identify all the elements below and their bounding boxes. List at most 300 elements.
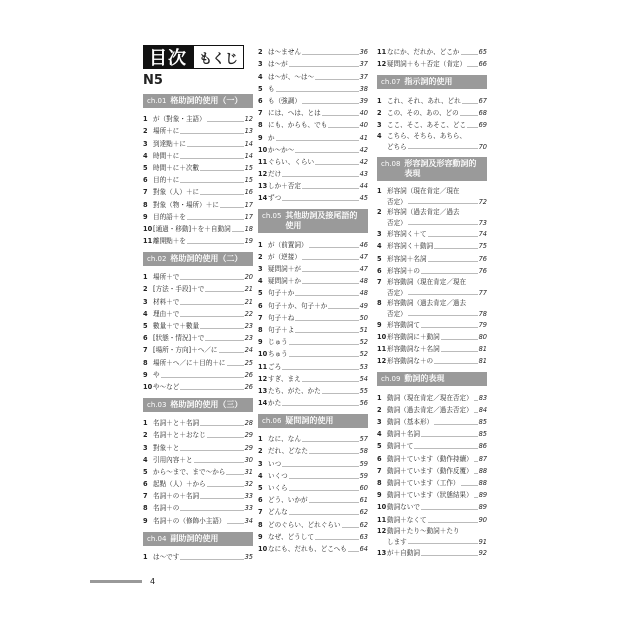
toc-entry[interactable] — [258, 396, 368, 408]
entry-page: 25 — [244, 358, 253, 367]
entry-text: 動詞＋たり～動詞＋たり — [387, 526, 460, 535]
leader-dots — [276, 140, 359, 141]
chapter-header — [377, 372, 487, 386]
entry-text: じゅう — [268, 338, 288, 347]
toc-entry[interactable] — [143, 234, 253, 246]
entry-number: 9 — [143, 516, 148, 525]
toc-entry[interactable] — [258, 432, 368, 444]
entry-number: 1 — [377, 96, 382, 105]
toc-entry[interactable] — [143, 307, 253, 319]
entry-number: 14 — [258, 399, 268, 408]
entry-number: 3 — [143, 443, 148, 452]
entry-text: は～が、～は～ — [268, 72, 315, 81]
leader-dots — [219, 352, 244, 353]
toc-entry[interactable] — [143, 282, 253, 294]
leader-dots — [322, 393, 359, 394]
chapter-header — [143, 532, 253, 546]
toc-entry[interactable] — [143, 453, 253, 465]
toc-entry[interactable] — [377, 390, 487, 402]
toc-entry[interactable] — [143, 185, 253, 197]
toc-entry[interactable] — [143, 331, 253, 343]
toc-entry[interactable] — [143, 477, 253, 489]
toc-entry[interactable] — [258, 250, 368, 262]
leader-dots — [200, 328, 243, 329]
leader-dots — [282, 466, 358, 467]
toc-entry[interactable] — [143, 513, 253, 525]
toc-entry[interactable] — [377, 206, 487, 227]
entry-text-cont: どちら — [387, 142, 407, 151]
entry-number: 13 — [258, 182, 268, 191]
leader-dots — [474, 473, 478, 474]
entry-text: ごろ — [268, 362, 282, 371]
entry-page: 24 — [244, 346, 253, 355]
toc-entry[interactable] — [258, 130, 368, 142]
entry-page: 76 — [478, 266, 487, 275]
toc-entry[interactable] — [377, 106, 487, 118]
entry-number: 12 — [258, 170, 268, 179]
entry-text: 理由＋で — [153, 309, 180, 318]
entry-number: 11 — [377, 48, 387, 57]
entry-number: 10 — [143, 382, 153, 391]
toc-entry[interactable] — [258, 384, 368, 396]
entry-text: 對象＋と — [153, 443, 180, 452]
page-number: 4 — [150, 577, 156, 586]
entry-number: 6 — [258, 496, 263, 505]
toc-entry[interactable] — [258, 347, 368, 359]
toc-entry[interactable] — [377, 354, 487, 366]
entry-number: 12 — [377, 60, 387, 69]
entry-text: 動詞ないで — [387, 503, 420, 512]
toc-entry[interactable] — [258, 143, 368, 155]
entry-page: 60 — [359, 484, 368, 492]
entry-text: 場所＋で — [153, 273, 180, 282]
toc-entry[interactable] — [377, 264, 487, 276]
entry-number: 13 — [258, 386, 268, 395]
entry-number: 8 — [143, 200, 148, 209]
entry-page: 44 — [359, 182, 368, 191]
leader-dots — [180, 279, 243, 280]
entry-page: 26 — [244, 370, 253, 379]
chapter-title: 格助詞的使用（一） — [170, 96, 243, 105]
entry-page: 87 — [478, 454, 488, 463]
entry-page: 75 — [478, 242, 487, 251]
entry-number: 12 — [377, 526, 387, 535]
toc-entry[interactable] — [143, 380, 253, 392]
leader-dots — [232, 231, 244, 232]
toc-entry[interactable] — [258, 323, 368, 335]
toc-entry[interactable] — [143, 368, 253, 380]
entry-text: 句子＋ね — [268, 313, 295, 322]
leader-dots — [302, 54, 359, 55]
leader-dots — [302, 441, 359, 442]
toc-entry[interactable] — [258, 155, 368, 167]
toc-entry[interactable] — [143, 343, 253, 355]
entry-number: 4 — [143, 455, 148, 464]
entry-number: 8 — [258, 520, 263, 529]
toc-entry[interactable] — [143, 270, 253, 282]
toc-entry[interactable] — [143, 136, 253, 148]
entry-number: 4 — [143, 151, 148, 160]
entry-number: 1 — [143, 273, 148, 282]
leader-dots — [421, 555, 478, 556]
entry-text: から～まで、まで～から — [153, 467, 226, 476]
toc-entry[interactable] — [377, 330, 487, 342]
entry-text: 句子＋か、句子＋か — [268, 301, 328, 310]
toc-entry[interactable] — [258, 372, 368, 384]
toc-entry[interactable] — [377, 439, 487, 451]
entry-page: 17 — [244, 212, 253, 221]
entry-text: が（逆接） — [268, 252, 301, 261]
toc-entry[interactable] — [258, 481, 368, 493]
toc-entry[interactable] — [377, 476, 487, 488]
entry-number: 8 — [143, 504, 148, 513]
toc-entry[interactable] — [258, 493, 368, 505]
leader-dots — [180, 182, 243, 183]
leader-dots — [302, 381, 359, 382]
toc-entry[interactable] — [258, 106, 368, 118]
toc-entry[interactable] — [258, 69, 368, 81]
leader-dots — [180, 389, 243, 390]
leader-dots — [434, 363, 477, 364]
entry-number: 1 — [377, 186, 382, 195]
leader-dots — [302, 283, 359, 284]
toc-column-2 — [258, 45, 368, 554]
leader-dots — [474, 497, 478, 498]
toc-entry[interactable] — [258, 359, 368, 371]
leader-dots — [408, 148, 478, 149]
entry-text: [場所・方向]＋へ／に — [153, 346, 218, 355]
toc-entry[interactable] — [258, 237, 368, 249]
entry-text: 動詞（現在肯定／現在否定） — [387, 393, 473, 402]
entry-number: 8 — [377, 478, 382, 487]
leader-dots — [461, 485, 478, 486]
toc-entry[interactable] — [377, 185, 487, 206]
entry-number: 13 — [377, 548, 387, 557]
toc-entry[interactable] — [143, 112, 253, 124]
toc-entry[interactable] — [143, 355, 253, 367]
toc-entry[interactable] — [377, 227, 487, 239]
leader-dots — [295, 320, 358, 321]
toc-entry[interactable] — [258, 542, 368, 554]
entry-page: 68 — [478, 108, 487, 117]
entry-number: 4 — [143, 309, 148, 318]
entry-page: 33 — [244, 504, 253, 513]
entry-text: 疑問詞＋が — [268, 265, 301, 273]
toc-entry[interactable] — [143, 210, 253, 222]
entry-text: この、その、あの、どの — [387, 108, 459, 117]
entry-number: 6 — [377, 266, 382, 275]
entry-text: は～が — [268, 60, 288, 69]
entry-text: 離開點＋を — [153, 237, 186, 246]
entry-number: 6 — [377, 454, 382, 463]
toc-entry[interactable] — [377, 318, 487, 330]
entry-number: 7 — [377, 277, 382, 286]
toc-entry[interactable] — [258, 118, 368, 130]
entry-page: 32 — [244, 480, 253, 489]
leader-dots — [467, 66, 477, 67]
entry-text: 形容動詞に＋動詞 — [387, 333, 440, 342]
toc-entry[interactable] — [143, 416, 253, 428]
toc-entry[interactable] — [377, 297, 487, 318]
toc-entry[interactable] — [258, 517, 368, 529]
entry-text: 動詞（過去肯定／過去否定） — [387, 405, 473, 414]
entry-number: 9 — [377, 320, 382, 329]
entry-text: か — [268, 133, 275, 142]
entry-text: 疑問詞＋か — [268, 277, 301, 286]
entry-text: 形容詞く＋て — [387, 230, 427, 239]
toc-entry[interactable] — [377, 512, 487, 524]
toc-entry[interactable] — [143, 149, 253, 161]
entry-number: 5 — [143, 467, 148, 476]
entry-page: 46 — [359, 240, 368, 249]
toc-entry[interactable] — [143, 222, 253, 234]
entry-page: 73 — [478, 218, 487, 227]
toc-entry[interactable] — [258, 469, 368, 481]
toc-entry[interactable] — [377, 93, 487, 105]
entry-number: 3 — [258, 265, 263, 273]
leader-dots — [282, 176, 358, 177]
leader-dots — [462, 103, 478, 104]
chapter-header — [258, 209, 368, 233]
entry-page: 72 — [478, 197, 487, 206]
entry-page: 26 — [244, 382, 253, 391]
toc-entry[interactable] — [258, 167, 368, 179]
entry-number: 9 — [258, 133, 263, 142]
leader-dots — [328, 127, 358, 128]
toc-entry[interactable] — [143, 428, 253, 440]
toc-entry[interactable] — [377, 239, 487, 251]
entry-number: 2 — [377, 108, 382, 117]
entry-text: 形容動詞（現在肯定／現在 — [387, 277, 467, 286]
toc-entry[interactable] — [377, 342, 487, 354]
entry-page: 58 — [359, 447, 368, 456]
toc-entry[interactable] — [143, 124, 253, 136]
toc-entry[interactable] — [258, 530, 368, 542]
entry-text: 目的＋に — [153, 176, 180, 185]
entry-text: 起點（人）＋から — [153, 480, 206, 489]
entry-number: 8 — [258, 121, 263, 130]
entry-number: 1 — [143, 552, 148, 561]
entry-page: 17 — [244, 200, 253, 209]
toc-entry[interactable] — [143, 161, 253, 173]
leader-dots — [187, 243, 244, 244]
toc-entry[interactable] — [258, 335, 368, 347]
entry-text: 名詞＋と＋名詞 — [153, 419, 200, 428]
leader-dots — [434, 248, 477, 249]
toc-entry[interactable] — [258, 191, 368, 203]
chapter-title: 指示詞的使用 — [404, 77, 453, 87]
toc-entry[interactable] — [377, 464, 487, 476]
entry-text: も — [268, 84, 275, 93]
entry-page: 76 — [478, 254, 487, 263]
leader-dots — [180, 133, 243, 134]
entry-text: 句子＋よ — [268, 325, 295, 334]
entry-number: 9 — [143, 212, 148, 221]
entry-text: どんな — [268, 508, 288, 517]
entry-page: 85 — [478, 418, 487, 426]
entry-page: 89 — [478, 491, 488, 500]
chapter-number: ch.02 — [147, 255, 167, 264]
toc-entry[interactable] — [143, 319, 253, 331]
toc-entry[interactable] — [377, 500, 487, 512]
toc-entry[interactable] — [258, 94, 368, 106]
entry-number: 8 — [143, 358, 148, 367]
entry-page: 12 — [244, 115, 253, 124]
leader-dots — [302, 103, 359, 104]
toc-entry[interactable] — [143, 294, 253, 306]
toc-column-3 — [377, 45, 487, 558]
entry-page: 78 — [478, 309, 487, 318]
toc-entry[interactable] — [377, 251, 487, 263]
toc-entry[interactable] — [258, 311, 368, 323]
entry-page: 83 — [478, 393, 488, 402]
entry-number: 2 — [143, 127, 148, 136]
toc-entry[interactable] — [377, 276, 487, 297]
leader-dots — [342, 527, 359, 528]
entry-number: 9 — [258, 532, 263, 541]
toc-entry[interactable] — [377, 546, 487, 558]
entry-page: 92 — [478, 548, 487, 557]
leader-dots — [414, 448, 477, 449]
chapter-number: ch.09 — [381, 375, 401, 384]
toc-entry[interactable] — [377, 403, 487, 415]
leader-dots — [161, 377, 244, 378]
entry-number: 10 — [258, 544, 268, 553]
entry-text: しか＋否定 — [268, 182, 301, 191]
toc-entry[interactable] — [258, 456, 368, 468]
toc-entry[interactable] — [143, 489, 253, 501]
entry-page: 20 — [244, 273, 253, 282]
leader-dots — [309, 453, 359, 454]
toc-entry[interactable] — [377, 427, 487, 439]
toc-entry[interactable] — [377, 525, 487, 546]
leader-dots — [187, 146, 244, 147]
leader-dots — [220, 207, 244, 208]
entry-number: 10 — [377, 503, 387, 512]
entry-page: 74 — [478, 230, 487, 239]
toc-entry[interactable] — [258, 179, 368, 191]
entry-text: なぜ、どうして — [268, 532, 314, 541]
toc-entry[interactable] — [258, 274, 368, 286]
entry-number: 4 — [258, 471, 263, 480]
entry-number: 5 — [377, 254, 382, 263]
leader-dots — [205, 291, 243, 292]
chapter-title: 形容詞及形容動詞的表現 — [404, 158, 477, 178]
entry-text: 形容動詞な＋名詞 — [387, 345, 440, 354]
entry-page: 65 — [478, 48, 487, 57]
toc-entry[interactable] — [377, 118, 487, 130]
entry-number: 1 — [258, 435, 263, 444]
leader-dots — [421, 327, 478, 328]
leader-dots — [315, 79, 358, 80]
toc-entry[interactable] — [258, 505, 368, 517]
leader-dots — [282, 369, 358, 370]
entry-text: 動詞＋ています（狀態結果） — [387, 491, 473, 500]
entry-page: 15 — [244, 176, 253, 185]
entry-page: 56 — [359, 399, 368, 408]
entry-number: 1 — [143, 419, 148, 428]
toc-entry[interactable] — [258, 298, 368, 310]
entry-text: だれ、どなた — [268, 447, 308, 456]
toc-entry[interactable] — [258, 45, 368, 57]
leader-dots — [187, 219, 244, 220]
entry-page: 14 — [244, 139, 253, 148]
leader-dots — [474, 412, 478, 413]
toc-entry[interactable] — [258, 444, 368, 456]
entry-page: 33 — [244, 492, 253, 501]
entry-page: 34 — [244, 516, 253, 525]
leader-dots — [289, 356, 359, 357]
toc-entry[interactable] — [143, 173, 253, 185]
leader-dots — [289, 66, 359, 67]
entry-number: 2 — [377, 405, 382, 414]
entry-page: 59 — [359, 471, 368, 480]
entry-page: 57 — [359, 435, 368, 444]
entry-text: [通過・移動]＋を＋自動詞 — [153, 224, 231, 233]
toc-entry[interactable] — [143, 197, 253, 209]
leader-dots — [194, 462, 244, 463]
toc-entry[interactable] — [377, 415, 487, 427]
entry-number: 7 — [143, 188, 148, 197]
entry-text: 形容詞（過去肯定／過去 — [387, 207, 460, 216]
toc-entry[interactable] — [143, 501, 253, 513]
entry-page: 52 — [359, 350, 368, 359]
toc-entry[interactable] — [377, 57, 487, 69]
entry-page: 42 — [359, 157, 368, 166]
toc-entry[interactable] — [143, 440, 253, 452]
toc-entry[interactable] — [377, 451, 487, 463]
entry-text: いくつ — [268, 471, 288, 480]
toc-entry[interactable] — [258, 82, 368, 94]
entry-text: 句子＋か — [268, 289, 295, 298]
leader-dots — [309, 247, 359, 248]
entry-number: 5 — [258, 484, 263, 492]
entry-number: 4 — [377, 242, 382, 251]
entry-page: 62 — [359, 520, 368, 529]
entry-number: 11 — [143, 237, 153, 246]
leader-dots — [428, 522, 478, 523]
leader-dots — [295, 152, 358, 153]
toc-entry[interactable] — [258, 262, 368, 274]
entry-text: か～か～ — [268, 145, 295, 154]
toc-entry[interactable] — [377, 488, 487, 500]
entry-number: 2 — [258, 48, 263, 57]
leader-dots — [428, 236, 478, 237]
leader-dots — [408, 315, 478, 316]
entry-page: 54 — [359, 374, 368, 383]
chapter-header — [258, 414, 368, 428]
entry-text: なに、なん — [268, 435, 301, 444]
toc-entry[interactable] — [258, 286, 368, 298]
leader-dots — [200, 498, 243, 499]
entry-page: 88 — [478, 466, 488, 475]
entry-number: 1 — [258, 240, 263, 249]
leader-dots — [348, 551, 359, 552]
toc-entry[interactable] — [377, 130, 487, 151]
chapter-number: ch.06 — [262, 417, 282, 426]
entry-number: 5 — [258, 84, 263, 93]
entry-page: 21 — [244, 297, 253, 306]
toc-entry[interactable] — [143, 550, 253, 562]
toc-entry[interactable] — [143, 465, 253, 477]
leader-dots — [282, 200, 358, 201]
toc-entry[interactable] — [258, 57, 368, 69]
entry-number: 10 — [143, 224, 153, 233]
entry-page: 86 — [478, 442, 487, 451]
toc-entry[interactable] — [377, 45, 487, 57]
entry-page: 52 — [359, 338, 368, 347]
page-footer — [90, 577, 155, 586]
